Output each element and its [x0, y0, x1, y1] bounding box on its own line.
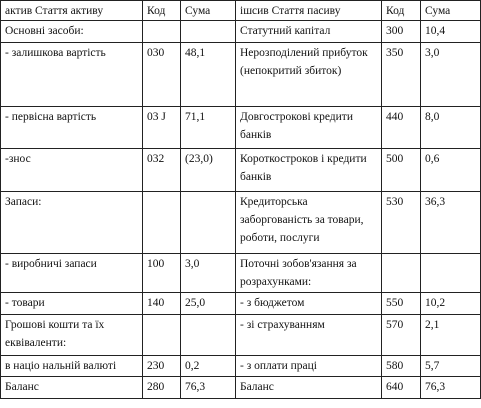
header-asset-sum: Сума: [181, 1, 236, 21]
liability-item-cell: Довгострокові кредити банків: [236, 107, 382, 149]
liability-item-cell: Статутний капітал: [236, 21, 382, 43]
header-row: [1, 1, 481, 21]
asset-item-cell: - виробничі запаси: [1, 254, 143, 293]
liability-code-cell: 580: [382, 356, 421, 377]
liability-code-cell: 300: [382, 21, 421, 43]
asset-sum-cell: [181, 21, 236, 43]
header-liability-sum: Сума: [421, 1, 481, 21]
liability-item-cell: Кредиторська заборгованість за товари, роботи, послуги: [236, 192, 382, 254]
asset-code-cell: 230: [143, 356, 181, 377]
liability-code-cell: 500: [382, 149, 421, 192]
asset-sum-cell: 48,1: [181, 43, 236, 107]
liability-code-cell: 350: [382, 43, 421, 107]
liability-sum-cell: 3,0: [421, 43, 481, 107]
asset-sum-cell: 3,0: [181, 254, 236, 293]
table-row: [1, 192, 481, 254]
liability-sum-cell: [421, 254, 481, 293]
liability-item-cell: Поточні зобов'язання за розрахунками:: [236, 254, 382, 293]
liability-sum-cell: 5,7: [421, 356, 481, 377]
asset-sum-cell: 71,1: [181, 107, 236, 149]
asset-item-cell: Основні засоби:: [1, 21, 143, 43]
asset-sum-cell: [181, 192, 236, 254]
asset-total-label: Баланс: [1, 377, 143, 399]
header-liability-item: ішсив Стаття пасиву: [236, 1, 382, 21]
asset-code-cell: [143, 192, 181, 254]
asset-code-cell: 100: [143, 254, 181, 293]
liability-total-label: Баланс: [236, 377, 382, 399]
liability-item-cell: - з оплати праці: [236, 356, 382, 377]
asset-code-cell: 140: [143, 293, 181, 315]
table-row: [1, 43, 481, 107]
asset-code-cell: 032: [143, 149, 181, 192]
liability-code-cell: 440: [382, 107, 421, 149]
table-row: [1, 254, 481, 293]
total-row: [1, 377, 481, 399]
liability-item-cell: Нерозподілений прибуток (непокритий збиток): [236, 43, 382, 107]
liability-code-cell: [382, 254, 421, 293]
asset-sum-cell: 25,0: [181, 293, 236, 315]
asset-sum-cell: (23,0): [181, 149, 236, 192]
liability-code-cell: 530: [382, 192, 421, 254]
table-row: [1, 315, 481, 356]
liability-sum-cell: 0,6: [421, 149, 481, 192]
table-row: [1, 149, 481, 192]
asset-item-cell: Запаси:: [1, 192, 143, 254]
table-row: [1, 107, 481, 149]
liability-item-cell: - зі страхуванням: [236, 315, 382, 356]
liability-sum-cell: 2,1: [421, 315, 481, 356]
asset-total-code: 280: [143, 377, 181, 399]
header-asset-item: актив Стаття активу: [1, 1, 143, 21]
asset-code-cell: 03 J: [143, 107, 181, 149]
asset-total-sum: 76,3: [181, 377, 236, 399]
asset-item-cell: - первісна вартість: [1, 107, 143, 149]
table-row: [1, 21, 481, 43]
asset-code-cell: 030: [143, 43, 181, 107]
liability-sum-cell: 10,4: [421, 21, 481, 43]
asset-item-cell: Грошові кошти та їх еквіваленти:: [1, 315, 143, 356]
asset-code-cell: [143, 315, 181, 356]
liability-sum-cell: 10,2: [421, 293, 481, 315]
table-row: [1, 356, 481, 377]
asset-code-cell: [143, 21, 181, 43]
asset-sum-cell: 0,2: [181, 356, 236, 377]
asset-item-cell: -знос: [1, 149, 143, 192]
asset-item-cell: в націо нальній валюті: [1, 356, 143, 377]
liability-item-cell: - з бюджетом: [236, 293, 382, 315]
asset-item-cell: - товари: [1, 293, 143, 315]
table-row: [1, 293, 481, 315]
asset-sum-cell: [181, 315, 236, 356]
liability-code-cell: 550: [382, 293, 421, 315]
header-asset-code: Код: [143, 1, 181, 21]
liability-total-code: 640: [382, 377, 421, 399]
liability-code-cell: 570: [382, 315, 421, 356]
asset-item-cell: - залишкова вартість: [1, 43, 143, 107]
liability-sum-cell: 36,3: [421, 192, 481, 254]
liability-item-cell: Короткостроков і кредити банків: [236, 149, 382, 192]
header-liability-code: Код: [382, 1, 421, 21]
liability-total-sum: 76,3: [421, 377, 481, 399]
liability-sum-cell: 8,0: [421, 107, 481, 149]
